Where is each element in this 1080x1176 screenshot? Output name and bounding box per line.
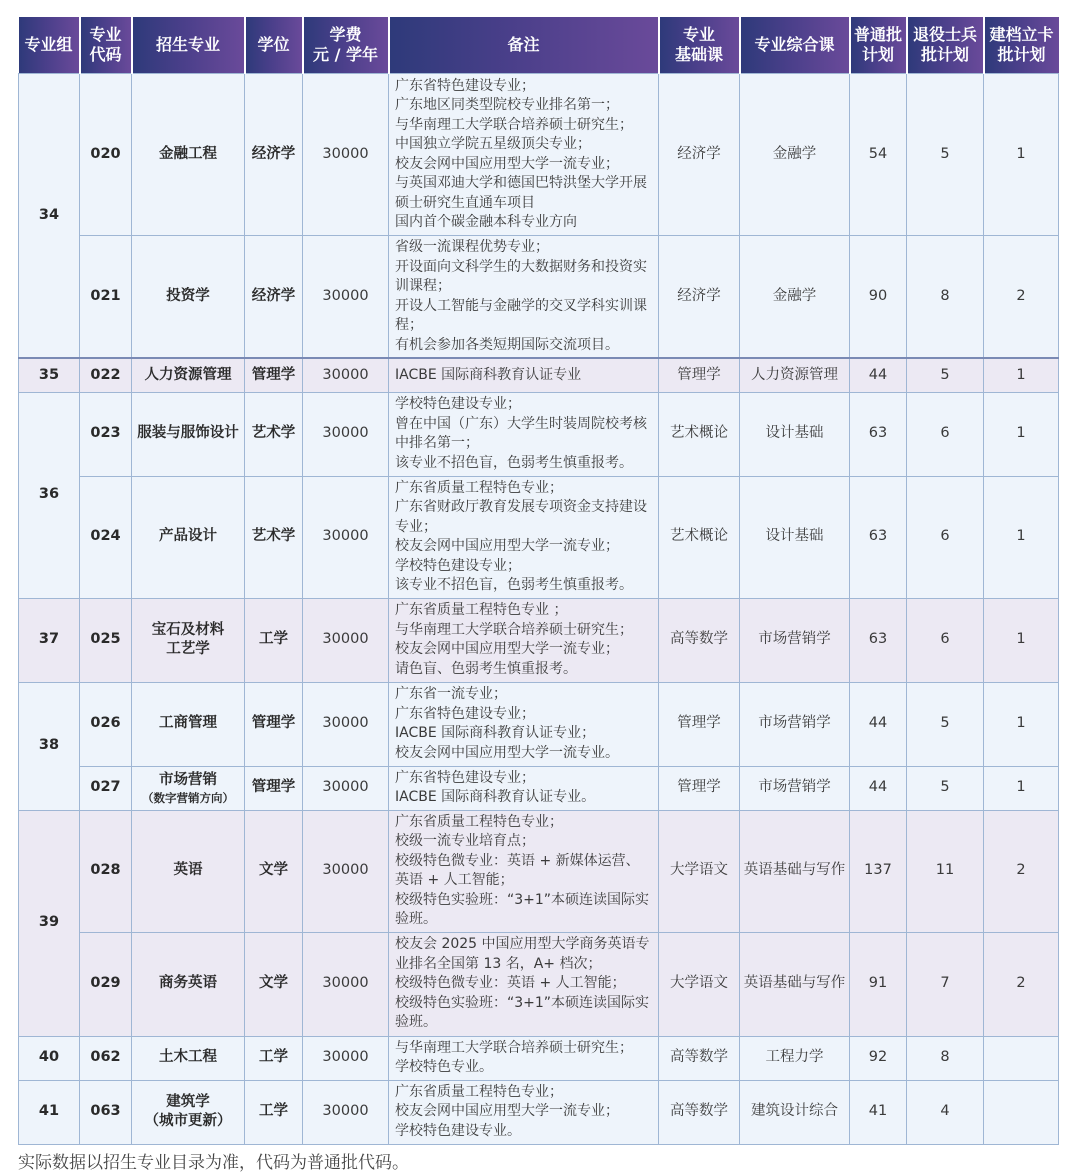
remark-text: 省级一流课程优势专业； 开设面向文科学生的大数据财务和投资实训课程； 开设人工智能与金融学的交叉学科实训课程； 有机会参加各类短期国际交流项目。 [395,239,647,353]
group-cell: 38 [19,682,80,810]
major-cell: 服装与服饰设计 [132,392,245,476]
remark-cell [389,932,659,1036]
group-cell: 35 [19,358,80,392]
degree-cell: 文学 [245,932,303,1036]
normal-plan-cell: 63 [850,598,907,682]
code-cell: 025 [80,598,132,682]
poverty-plan-cell: 1 [984,74,1059,236]
footnote: 实际数据以招生专业目录为准，代码为普通批代码。 [18,1153,409,1173]
admissions-table [18,17,1059,1145]
comprehensive-course-cell: 金融学 [740,236,850,359]
table-row [19,358,1059,392]
veteran-plan-cell: 6 [907,598,984,682]
remark-cell [389,74,659,236]
degree-cell: 文学 [245,810,303,932]
fee-cell: 30000 [303,932,389,1036]
remark-cell [389,476,659,598]
normal-plan-cell: 44 [850,682,907,766]
remark-text: 广东省质量工程特色专业 ； 与华南理工大学联合培养硕士研究生； 校友会网中国应用型大学一流专业； 请色盲、色弱考生慎重报考。 [395,602,633,677]
major-text: 建筑学 [166,1093,210,1110]
normal-plan-cell: 44 [850,358,907,392]
veteran-plan-cell: 4 [907,1080,984,1144]
degree-cell: 管理学 [245,682,303,766]
group-cell: 34 [19,74,80,359]
remark-text: 广东省质量工程特色专业； 校友会网中国应用型大学一流专业； 学校特色建设专业。 [395,1083,619,1139]
degree-cell: 管理学 [245,358,303,392]
remark-text: 广东省质量工程特色专业； 校级一流专业培育点； 校级特色微专业：英语 + 新媒体运营、英语 + 人工智能； 校级特色实验班：“3+1”本硕连读国际实验班。 [395,813,650,927]
header-degree: 学位 [245,17,303,74]
degree-cell: 艺术学 [245,392,303,476]
fee-cell: 30000 [303,236,389,359]
degree-cell: 经济学 [245,74,303,236]
remark-text: 广东省一流专业； 广东省特色建设专业； IACBE 国际商科教育认证专业； 校友会网中国应用型大学一流专业。 [395,686,619,761]
code-cell: 062 [80,1036,132,1080]
code-cell: 020 [80,74,132,236]
basic-course-cell: 管理学 [659,358,740,392]
veteran-plan-cell: 7 [907,932,984,1036]
poverty-plan-cell [984,1036,1059,1080]
group-cell: 39 [19,810,80,1036]
comprehensive-course-cell: 设计基础 [740,392,850,476]
group-cell: 37 [19,598,80,682]
table-row [19,236,1059,359]
veteran-plan-cell: 6 [907,392,984,476]
veteran-plan-cell: 6 [907,476,984,598]
code-cell: 021 [80,236,132,359]
major-text: 市场营销 [159,772,217,789]
remark-text: 与华南理工大学联合培养硕士研究生； 学校特色专业。 [395,1039,633,1075]
group-cell: 41 [19,1080,80,1144]
major-cell: 土木工程 [132,1036,245,1080]
veteran-plan-cell: 5 [907,74,984,236]
veteran-plan-cell: 5 [907,766,984,810]
fee-cell: 30000 [303,1036,389,1080]
major-cell [132,766,245,810]
comprehensive-course-cell: 英语基础与写作 [740,932,850,1036]
normal-plan-cell: 63 [850,476,907,598]
remark-text: IACBE 国际商科教育认证专业 [395,366,582,383]
header-code: 专业 代码 [80,17,132,74]
table-row [19,766,1059,810]
degree-cell: 经济学 [245,236,303,359]
group-cell: 36 [19,392,80,598]
degree-cell: 艺术学 [245,476,303,598]
basic-course-cell: 大学语文 [659,932,740,1036]
poverty-plan-cell: 1 [984,766,1059,810]
table-row [19,682,1059,766]
remark-cell [389,1036,659,1080]
table-row [19,392,1059,476]
comprehensive-course-cell: 市场营销学 [740,766,850,810]
remark-text: 校友会 2025 中国应用型大学商务英语专业排名全国第 13 名，A+ 档次； 校级特色微专业：英语 + 人工智能； 校级特色实验班：“3+1”本硕连读国际实验班。 [395,936,650,1031]
table-row [19,476,1059,598]
normal-plan-cell: 63 [850,392,907,476]
table-row [19,598,1059,682]
poverty-plan-cell [984,1080,1059,1144]
remark-text: 广东省质量工程特色专业； 广东省财政厅教育发展专项资金支持建设专业； 校友会网中国应用型大学一流专业； 学校特色建设专业； 该专业不招色盲，色弱考生慎重报考。 [395,479,647,593]
major-cell: 人力资源管理 [132,358,245,392]
remark-cell [389,358,659,392]
code-cell: 022 [80,358,132,392]
header-veteran-plan: 退役士兵 批计划 [907,17,984,74]
poverty-plan-cell: 2 [984,236,1059,359]
normal-plan-cell: 92 [850,1036,907,1080]
comprehensive-course-cell: 设计基础 [740,476,850,598]
poverty-plan-cell: 1 [984,682,1059,766]
table-row [19,932,1059,1036]
major-cell: 商务英语 [132,932,245,1036]
remark-text: 广东省特色建设专业； 广东地区同类型院校专业排名第一； 与华南理工大学联合培养硕士研究生； 中国独立学院五星级顶尖专业； 校友会网中国应用型大学一流专业； 与英国邓迪大学和德国巴特洪堡大学开展硕士研究生直通车项目 国内首个碳金融本科专业方向 [395,77,647,230]
major-cell: 投资学 [132,236,245,359]
veteran-plan-cell: 5 [907,358,984,392]
header-remark: 备注 [389,17,659,74]
remark-cell [389,598,659,682]
fee-cell: 30000 [303,74,389,236]
header-comprehensive-course: 专业综合课 [740,17,850,74]
comprehensive-course-cell: 市场营销学 [740,598,850,682]
poverty-plan-cell: 1 [984,358,1059,392]
major-cell: 工商管理 [132,682,245,766]
header-poverty-plan: 建档立卡 批计划 [984,17,1059,74]
basic-course-cell: 高等数学 [659,598,740,682]
poverty-plan-cell: 1 [984,476,1059,598]
comprehensive-course-cell: 人力资源管理 [740,358,850,392]
major-subtitle: （数字营销方向） [142,790,234,805]
comprehensive-course-cell: 工程力学 [740,1036,850,1080]
basic-course-cell: 艺术概论 [659,392,740,476]
fee-cell: 30000 [303,682,389,766]
veteran-plan-cell: 8 [907,1036,984,1080]
remark-text: 学校特色建设专业； 曾在中国（广东）大学生时装周院校考核中排名第一； 该专业不招色盲，色弱考生慎重报考。 [395,396,647,471]
major-cell: 英语 [132,810,245,932]
major-subtitle: （城市更新） [144,1113,232,1129]
basic-course-cell: 管理学 [659,766,740,810]
group-cell: 40 [19,1036,80,1080]
degree-cell: 工学 [245,598,303,682]
code-cell: 026 [80,682,132,766]
code-cell: 023 [80,392,132,476]
basic-course-cell: 高等数学 [659,1036,740,1080]
basic-course-cell: 经济学 [659,236,740,359]
degree-cell: 管理学 [245,766,303,810]
degree-cell: 工学 [245,1080,303,1144]
major-text: 宝石及材料 工艺学 [151,621,225,657]
normal-plan-cell: 54 [850,74,907,236]
degree-cell: 工学 [245,1036,303,1080]
remark-cell [389,682,659,766]
table-row [19,1036,1059,1080]
code-cell: 024 [80,476,132,598]
header-basic-course: 专业 基础课 [659,17,740,74]
basic-course-cell: 管理学 [659,682,740,766]
code-cell: 029 [80,932,132,1036]
remark-cell [389,236,659,359]
fee-cell: 30000 [303,358,389,392]
basic-course-cell: 经济学 [659,74,740,236]
basic-course-cell: 高等数学 [659,1080,740,1144]
table-row [19,810,1059,932]
header-major: 招生专业 [132,17,245,74]
remark-cell [389,392,659,476]
code-cell: 028 [80,810,132,932]
normal-plan-cell: 41 [850,1080,907,1144]
poverty-plan-cell: 2 [984,932,1059,1036]
poverty-plan-cell: 1 [984,598,1059,682]
remark-cell [389,766,659,810]
comprehensive-course-cell: 英语基础与写作 [740,810,850,932]
fee-cell: 30000 [303,392,389,476]
major-cell: 金融工程 [132,74,245,236]
basic-course-cell: 大学语文 [659,810,740,932]
remark-cell [389,810,659,932]
major-cell [132,598,245,682]
normal-plan-cell: 91 [850,932,907,1036]
table-row [19,1080,1059,1144]
comprehensive-course-cell: 建筑设计综合 [740,1080,850,1144]
veteran-plan-cell: 5 [907,682,984,766]
comprehensive-course-cell: 金融学 [740,74,850,236]
poverty-plan-cell: 2 [984,810,1059,932]
normal-plan-cell: 90 [850,236,907,359]
remark-text: 广东省特色建设专业； IACBE 国际商科教育认证专业。 [395,769,596,805]
veteran-plan-cell: 11 [907,810,984,932]
code-cell: 063 [80,1080,132,1144]
fee-cell: 30000 [303,598,389,682]
header-group: 专业组 [19,17,80,74]
fee-cell: 30000 [303,810,389,932]
veteran-plan-cell: 8 [907,236,984,359]
major-cell: 产品设计 [132,476,245,598]
comprehensive-course-cell: 市场营销学 [740,682,850,766]
header-normal-plan: 普通批 计划 [850,17,907,74]
basic-course-cell: 艺术概论 [659,476,740,598]
normal-plan-cell: 137 [850,810,907,932]
table-header-row [19,17,1059,74]
fee-cell: 30000 [303,1080,389,1144]
fee-cell: 30000 [303,476,389,598]
header-fee: 学费 元 / 学年 [303,17,389,74]
table-row [19,74,1059,236]
poverty-plan-cell: 1 [984,392,1059,476]
remark-cell [389,1080,659,1144]
admissions-table-container [18,17,1058,1145]
normal-plan-cell: 44 [850,766,907,810]
major-cell [132,1080,245,1144]
code-cell: 027 [80,766,132,810]
fee-cell: 30000 [303,766,389,810]
